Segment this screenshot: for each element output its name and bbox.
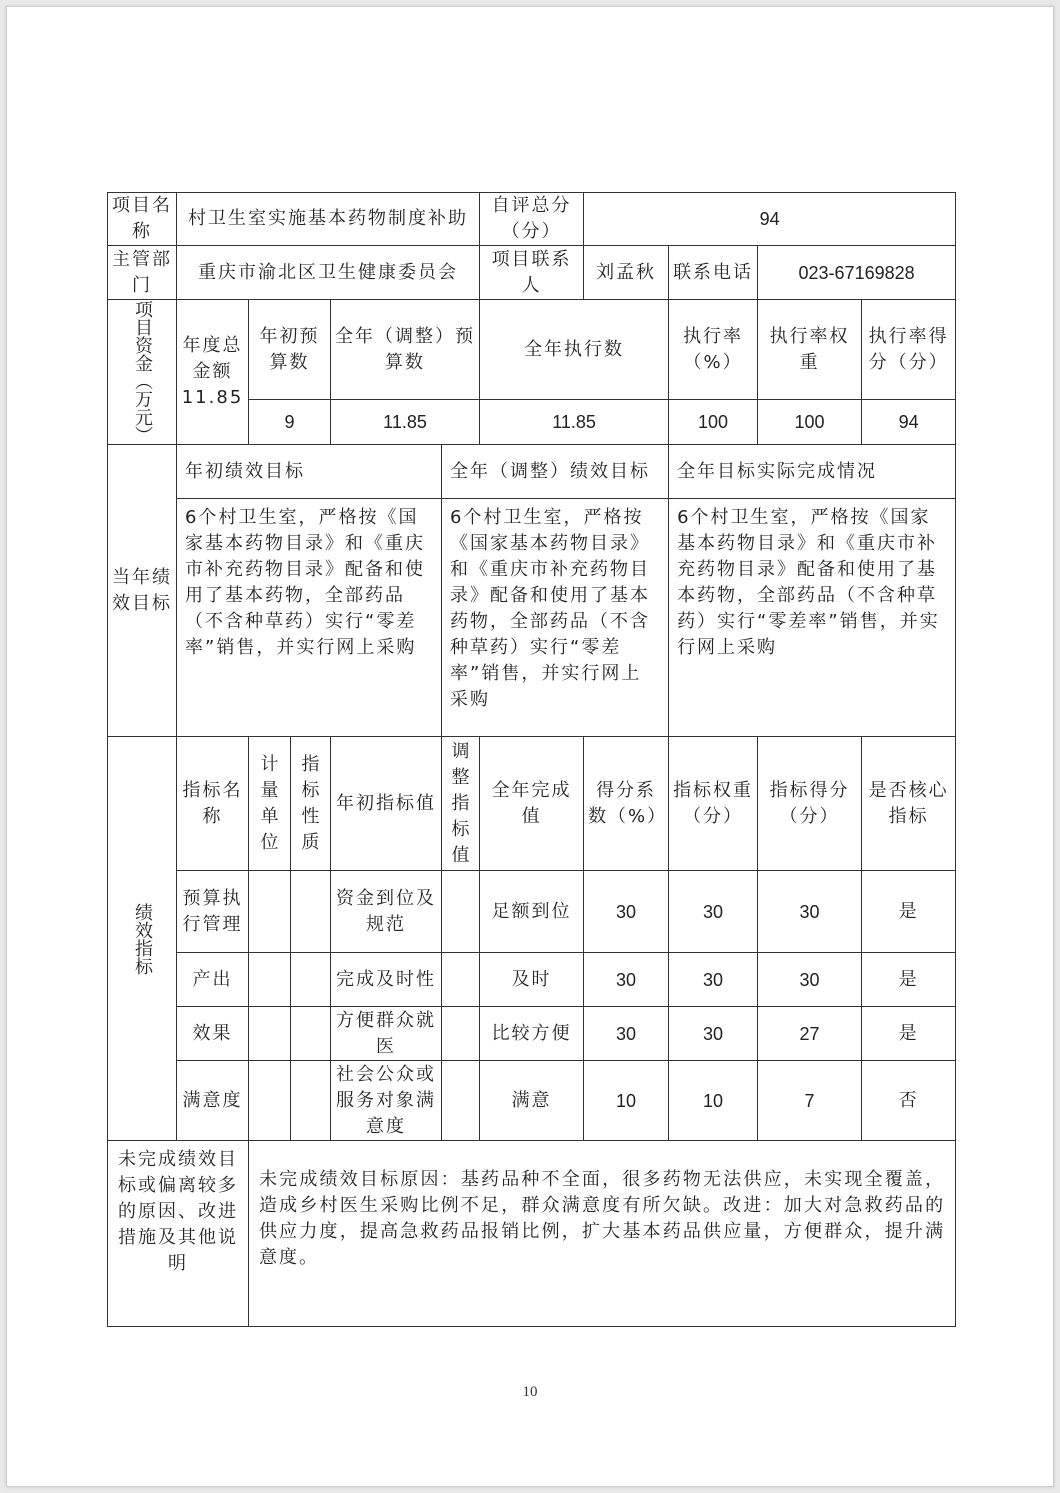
unit-cell <box>249 1007 291 1061</box>
completion-cell: 比较方便 <box>480 1007 584 1061</box>
indicator-name: 预算执行管理 <box>177 871 249 953</box>
execution-rate-label: 执行率（%） <box>669 300 758 400</box>
initial-goal-header: 年初绩效目标 <box>177 445 442 499</box>
nature-cell <box>291 1007 331 1061</box>
completion-cell: 及时 <box>480 953 584 1007</box>
initial-value-cell: 资金到位及规范 <box>331 871 442 953</box>
core-cell: 是 <box>862 1007 956 1061</box>
department-row <box>108 246 956 300</box>
initial-value-cell: 方便群众就医 <box>331 1007 442 1061</box>
weight-cell: 30 <box>669 953 758 1007</box>
adjusted-goal-header: 全年（调整）绩效目标 <box>442 445 669 499</box>
unit-cell <box>249 953 291 1007</box>
indicator-header-row <box>108 737 956 871</box>
table-row <box>108 1061 956 1141</box>
self-score-label: 自评总分（分） <box>480 193 584 246</box>
unit-header: 计量单位 <box>249 737 291 871</box>
score-cell: 7 <box>758 1061 862 1141</box>
execution-rate-value: 100 <box>669 400 758 445</box>
core-cell: 是 <box>862 871 956 953</box>
nature-cell <box>291 953 331 1007</box>
self-score-value: 94 <box>584 193 956 246</box>
adjusted-value-cell <box>442 953 480 1007</box>
annual-total-label: 年度总金额 <box>182 335 243 382</box>
goals-header-row <box>108 445 956 499</box>
funds-section-label: 项目资金（万元） <box>108 300 177 445</box>
indicator-name-header: 指标名称 <box>177 737 249 871</box>
initial-budget-value: 9 <box>249 400 331 445</box>
score-cell: 30 <box>758 871 862 953</box>
rate-score-value: 94 <box>862 400 956 445</box>
initial-value-header: 年初指标值 <box>331 737 442 871</box>
initial-value-cell: 社会公众或服务对象满意度 <box>331 1061 442 1141</box>
funds-header-row <box>108 300 956 400</box>
indicators-section-label: 绩效指标 <box>108 737 177 1141</box>
core-indicator-header: 是否核心指标 <box>862 737 956 871</box>
coefficient-header: 得分系数（%） <box>584 737 669 871</box>
phone-label: 联系电话 <box>669 246 758 300</box>
remarks-row <box>108 1141 956 1327</box>
actual-goal-header: 全年目标实际完成情况 <box>669 445 956 499</box>
indicator-score-header: 指标得分（分） <box>758 737 862 871</box>
completion-cell: 满意 <box>480 1061 584 1141</box>
annual-total <box>177 300 249 445</box>
indicator-name: 效果 <box>177 1007 249 1061</box>
initial-value-cell: 完成及时性 <box>331 953 442 1007</box>
adjusted-goal-text: 6个村卫生室，严格按《国家基本药物目录》和《重庆市补充药物目录》配备和使用了基本药物，全部药品（不含种草药）实行“零差率”销售，并实行网上采购 <box>442 499 669 737</box>
coefficient-cell: 10 <box>584 1061 669 1141</box>
department-label: 主管部门 <box>108 246 177 300</box>
weight-cell: 30 <box>669 871 758 953</box>
completion-header: 全年完成值 <box>480 737 584 871</box>
core-cell: 是 <box>862 953 956 1007</box>
adjusted-value-cell <box>442 1007 480 1061</box>
weight-cell: 10 <box>669 1061 758 1141</box>
goals-section-label: 当年绩效目标 <box>108 445 177 737</box>
remarks-text: 未完成绩效目标原因：基药品种不全面，很多药物无法供应，未实现全覆盖，造成乡村医生采购比例不足，群众满意度有所欠缺。改进：加大对急救药品的供应力度，提高急救药品报销比例，扩大基本药品供应量，方便群众，提升满意度。 <box>249 1141 956 1327</box>
table-row <box>108 871 956 953</box>
initial-goal-text: 6个村卫生室，严格按《国家基本药物目录》和《重庆市补充药物目录》配备和使用了基本药物，全部药品（不含种草药）实行“零差率”销售，并实行网上采购 <box>177 499 442 737</box>
performance-evaluation-table <box>107 192 956 1327</box>
adjusted-budget-label: 全年（调整）预算数 <box>331 300 480 400</box>
execution-label: 全年执行数 <box>480 300 669 400</box>
nature-cell <box>291 871 331 953</box>
coefficient-cell: 30 <box>584 871 669 953</box>
adjusted-value-header: 调整指标值 <box>442 737 480 871</box>
coefficient-cell: 30 <box>584 953 669 1007</box>
score-cell: 27 <box>758 1007 862 1061</box>
phone-value: 023-67169828 <box>758 246 956 300</box>
adjusted-value-cell <box>442 871 480 953</box>
project-name-value: 村卫生室实施基本药物制度补助 <box>177 193 480 246</box>
contact-label: 项目联系人 <box>480 246 584 300</box>
initial-budget-label: 年初预算数 <box>249 300 331 400</box>
completion-cell: 足额到位 <box>480 871 584 953</box>
coefficient-cell: 30 <box>584 1007 669 1061</box>
rate-weight-value: 100 <box>758 400 862 445</box>
weight-cell: 30 <box>669 1007 758 1061</box>
document-page <box>6 6 1054 1487</box>
indicator-name: 满意度 <box>177 1061 249 1141</box>
execution-value: 11.85 <box>480 400 669 445</box>
project-name-row <box>108 193 956 246</box>
project-name-label: 项目名称 <box>108 193 177 246</box>
unit-cell <box>249 1061 291 1141</box>
nature-cell <box>291 1061 331 1141</box>
rate-score-label: 执行率得分（分） <box>862 300 956 400</box>
indicator-name: 产出 <box>177 953 249 1007</box>
nature-header: 指标性质 <box>291 737 331 871</box>
unit-cell <box>249 871 291 953</box>
remarks-label: 未完成绩效目标或偏离较多的原因、改进措施及其他说明 <box>108 1141 249 1327</box>
actual-goal-text: 6个村卫生室，严格按《国家基本药物目录》和《重庆市补充药物目录》配备和使用了基本药物，全部药品（不含种草药）实行“零差率”销售，并实行网上采购 <box>669 499 956 737</box>
score-cell: 30 <box>758 953 862 1007</box>
table-row <box>108 953 956 1007</box>
adjusted-budget-value: 11.85 <box>331 400 480 445</box>
adjusted-value-cell <box>442 1061 480 1141</box>
department-value: 重庆市渝北区卫生健康委员会 <box>177 246 480 300</box>
goals-text-row <box>108 499 956 737</box>
weight-header: 指标权重（分） <box>669 737 758 871</box>
annual-total-value: 11.85 <box>181 387 244 408</box>
rate-weight-label: 执行率权重 <box>758 300 862 400</box>
core-cell: 否 <box>862 1061 956 1141</box>
page-number: 10 <box>522 1384 538 1400</box>
contact-value: 刘孟秋 <box>584 246 669 300</box>
table-row <box>108 1007 956 1061</box>
